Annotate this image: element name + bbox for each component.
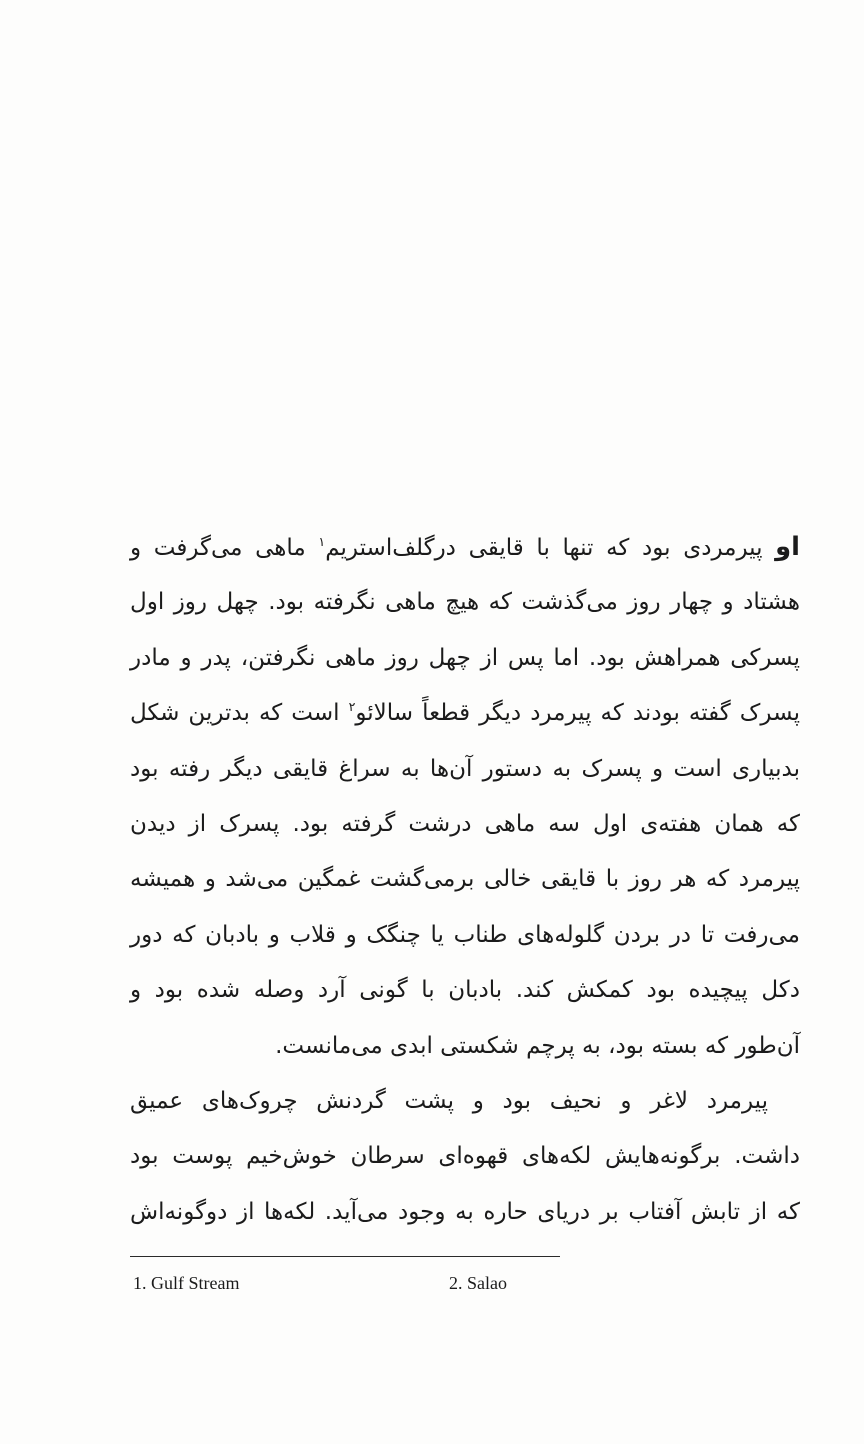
text-line: که همان هفته‌ی اول سه ماهی درشت گرفته بود. پسرک از دیدن (130, 810, 800, 837)
text-line: هشتاد و چهار روز می‌گذشت که هیچ ماهی نگرفته بود. چهل روز اول (130, 589, 800, 616)
text-line (130, 520, 800, 575)
body-text (130, 520, 800, 1240)
paragraph-1 (130, 520, 800, 1074)
text-line: داشت. برگونه‌هایش لکه‌های قهوه‌ای سرطان خوش‌خیم پوست بود (130, 1143, 800, 1170)
text-line: بدبیاری است و پسرک به دستور آن‌ها به سراغ قایقی دیگر رفته بود (130, 755, 800, 782)
text-line: دکل پیچیده بود کمکش کند. بادبان با گونی آرد وصله شده بود و (130, 977, 800, 1004)
line-segment: پسرک گفته بودند که پیرمرد دیگر قطعاً سالائو (355, 700, 800, 727)
line-segment: ماهی می‌گرفت و (130, 535, 306, 561)
footnote-divider (130, 1256, 560, 1257)
line-segment: پیرمردی بود که تنها با قایقی درگلف‌استریم (325, 535, 763, 561)
footnote-reference: ۲ (348, 698, 356, 714)
line-segment: است که بدترین شکل (130, 700, 340, 727)
text-line: پسرکی همراهش بود. اما پس از چهل روز ماهی نگرفتن، پدر و مادر (130, 644, 800, 671)
footnote-2: 2. Salao (449, 1273, 507, 1293)
text-line: آن‌طور که بسته بود، به پرچم شکستی ابدی می‌مانست. (275, 1032, 800, 1059)
text-line: می‌رفت تا در بردن گلوله‌های طناب یا چنگک و قلاب و بادبان که دور (130, 921, 800, 948)
text-line: که از تابش آفتاب بر دریای حاره به وجود می‌آید. لکه‌ها از دوگونه‌اش (130, 1198, 800, 1225)
text-line (130, 686, 800, 741)
footnote-1: 1. Gulf Stream (133, 1273, 240, 1293)
footnote-reference: ۱ (318, 533, 326, 549)
paragraph-2 (130, 1074, 800, 1240)
text-line: پیرمرد که هر روز با قایقی خالی برمی‌گشت غمگین می‌شد و همیشه (130, 866, 800, 893)
opening-word: او (775, 532, 800, 562)
text-line: پیرمرد لاغر و نحیف بود و پشت گردنش چروک‌های عمیق (130, 1087, 768, 1114)
